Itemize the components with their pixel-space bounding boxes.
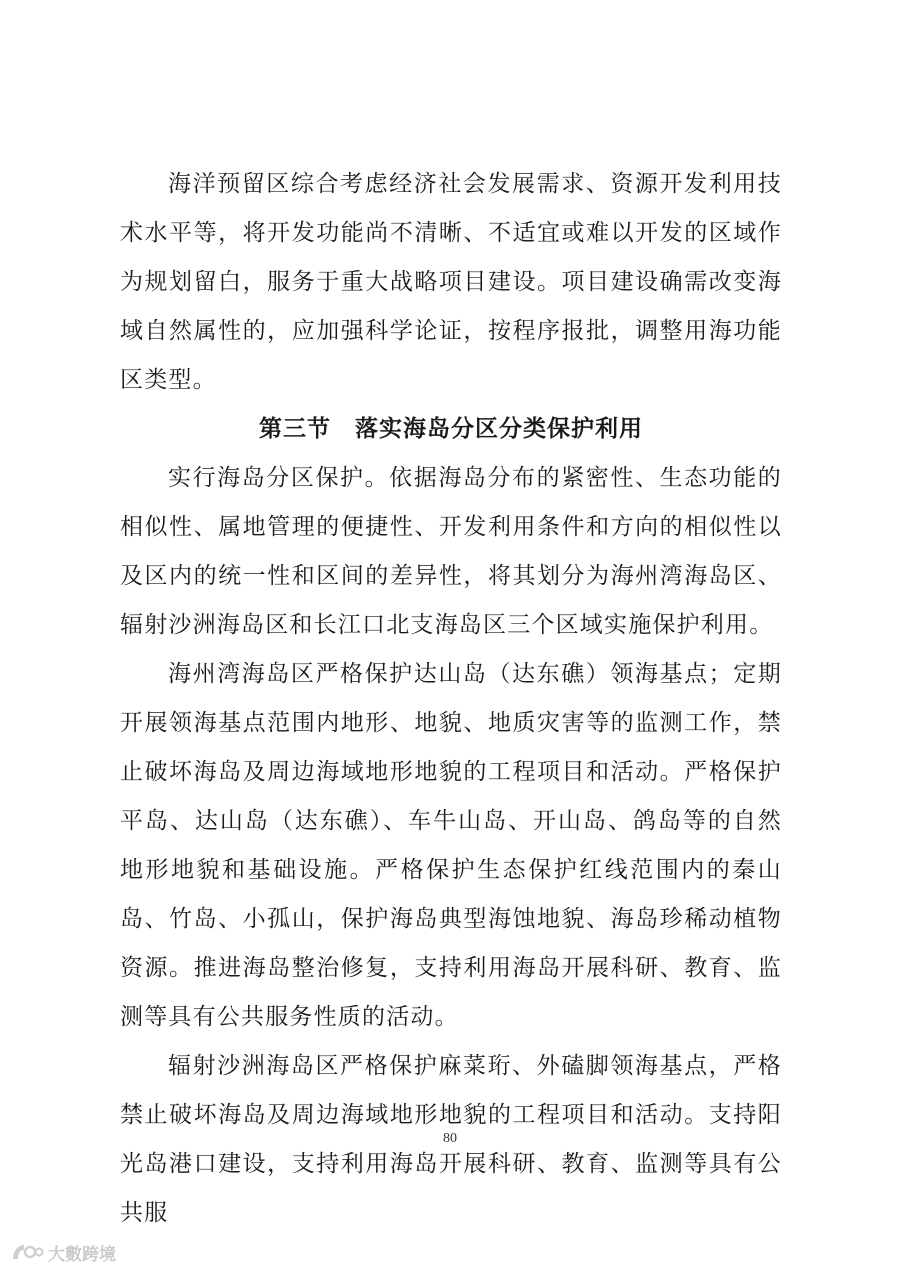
- paragraph-haizhou-bay: 海州湾海岛区严格保护达山岛（达东礁）领海基点；定期开展领海基点范围内地形、地貌、地质灾害等的监测工作，禁止破坏海岛及周边海域地形地貌的工程项目和活动。严格保护平岛、达山岛（达东礁）、车牛山岛、开山岛、鸽岛等的自然地形地貌和基础设施。严格保护生态保护红线范围内的秦山岛、竹岛、小孤山，保护海岛典型海蚀地貌、海岛珍稀动植物资源。推进海岛整治修复，支持利用海岛开展科研、教育、监测等具有公共服务性质的活动。: [120, 661, 782, 1030]
- page-number: 80: [443, 1131, 457, 1146]
- document-body: [120, 160, 782, 1238]
- watermark-logo-icon: [10, 1241, 44, 1263]
- section-number: 第三节: [259, 416, 331, 442]
- watermark: [10, 1239, 116, 1265]
- paragraph-reserve-zone: 海洋预留区综合考虑经济社会发展需求、资源开发利用技术水平等，将开发功能尚不清晰、不适宜或难以开发的区域作为规划留白，服务于重大战略项目建设。项目建设确需改变海域自然属性的，应加强科学论证，按程序报批，调整用海功能区类型。: [120, 171, 782, 393]
- paragraph-island-zoning: 实行海岛分区保护。依据海岛分布的紧密性、生态功能的相似性、属地管理的便捷性、开发利用条件和方向的相似性以及区内的统一性和区间的差异性，将其划分为海州湾海岛区、辐射沙洲海岛区和长江口北支海岛区三个区域实施保护利用。: [120, 465, 782, 638]
- paragraph-radial-sandbank: 辐射沙洲海岛区严格保护麻菜珩、外磕脚领海基点，严格禁止破坏海岛及周边海域地形地貌的工程项目和活动。支持阳光岛港口建设，支持利用海岛开展科研、教育、监测等具有公共服: [120, 1053, 782, 1226]
- section-heading: [120, 405, 782, 454]
- section-title-text: 落实海岛分区分类保护利用: [355, 416, 643, 442]
- watermark-text: 大數跨境: [48, 1244, 116, 1265]
